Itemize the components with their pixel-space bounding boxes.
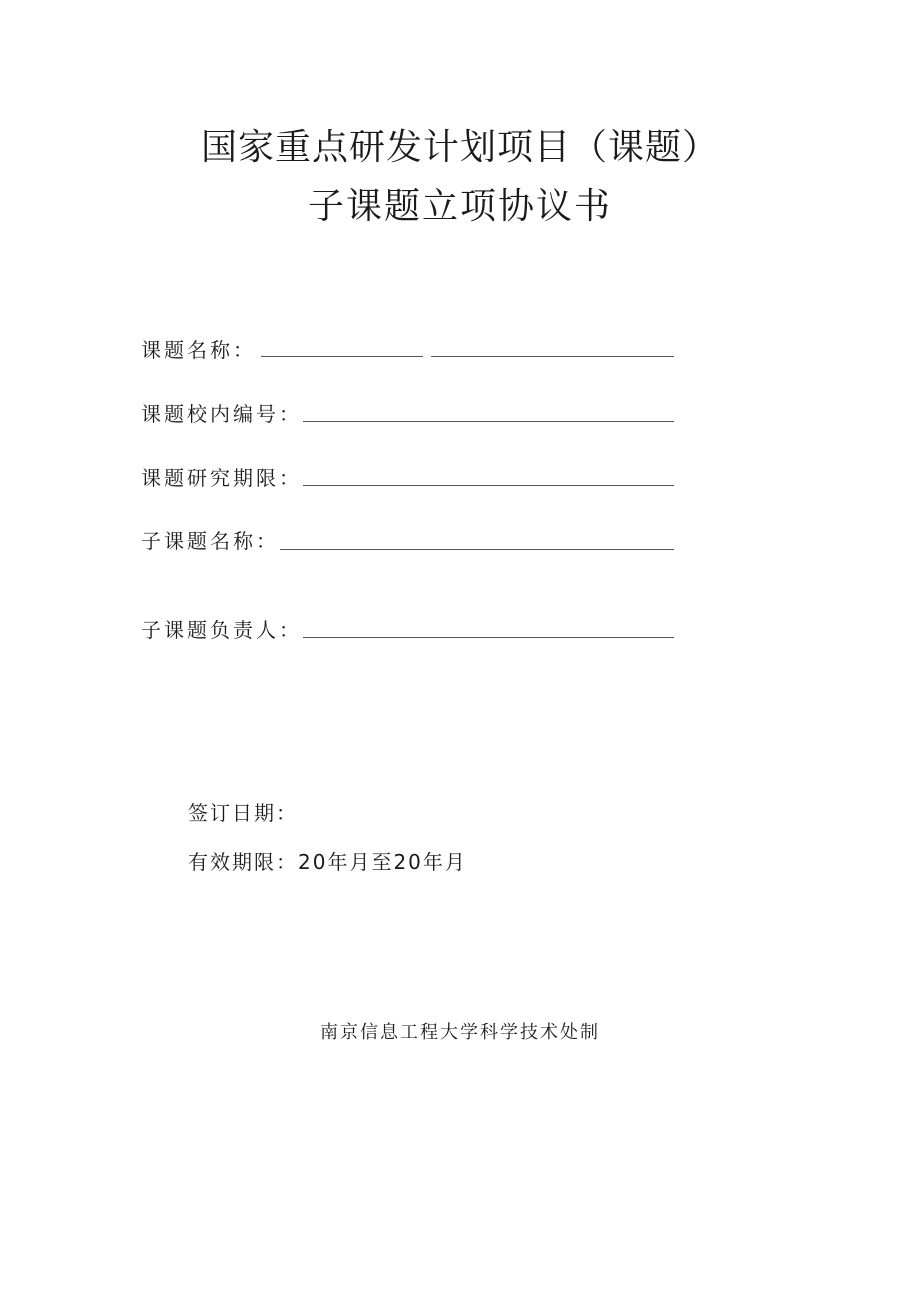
field-line-subproject-name[interactable]	[280, 549, 674, 550]
field-line-project-name-part1[interactable]	[261, 356, 423, 357]
field-line-subproject-leader[interactable]	[303, 637, 674, 638]
issuer-footer: 南京信息工程大学科学技术处制	[320, 1022, 600, 1043]
validity-period-text: 有效期限：20年月至20年月	[188, 850, 467, 874]
field-line-project-name-part2[interactable]	[431, 356, 674, 357]
signing-date-label: 签订日期：	[188, 801, 298, 825]
field-label-subproject-leader: 子课题负责人：	[141, 618, 302, 642]
field-line-internal-number[interactable]	[303, 421, 674, 422]
field-label-project-name: 课题名称：	[141, 338, 256, 362]
field-label-internal-number: 课题校内编号：	[141, 402, 302, 426]
document-title: 国家重点研发计划项目（课题）	[200, 127, 719, 168]
field-line-research-period[interactable]	[303, 485, 674, 486]
field-label-research-period: 课题研究期限：	[141, 466, 302, 490]
document-subtitle: 子课题立项协议书	[307, 186, 612, 227]
field-label-subproject-name: 子课题名称：	[141, 529, 279, 553]
